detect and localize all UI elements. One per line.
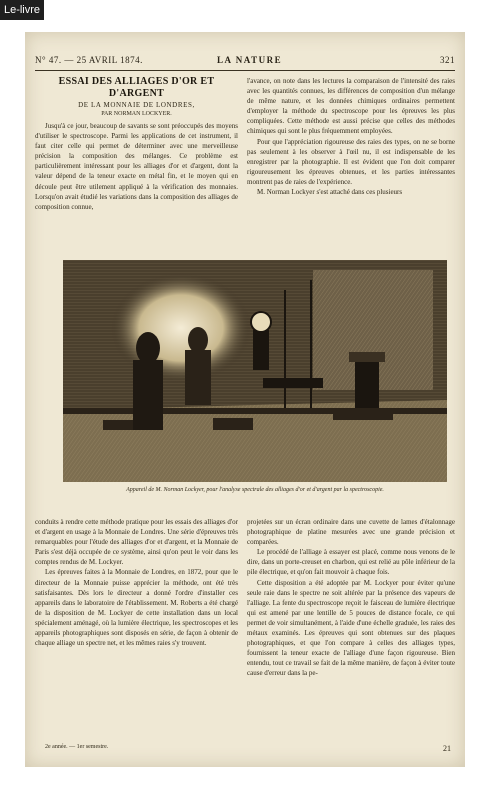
journal-title: LA NATURE: [217, 55, 283, 65]
article-heading: [35, 76, 238, 119]
left-column-bottom: [35, 517, 238, 739]
engraving-figure: [63, 260, 447, 482]
paragraph: Les épreuves faites à la Monnaie de Londres, en 1872, pour que le directeur de la Monnaie puisse apprécier la méthode, ont été très satisfaisantes. Dès lors le directeur a donné l'ordre d'installer ces appareils dans le laboratoire de l'établissement. M. Roberts a été chargé de la disposition de M. Lockyer de cette installation dans un local spécialement aménagé, où la lumière électrique, les spectroscopes et les appareils photographiques sont disposés en série, de façon à obtenir de chaque alliage un spectre net, et les mêmes raies s'y trouvent.: [35, 568, 238, 648]
left-column-top: [35, 76, 238, 254]
right-column-bottom: [247, 517, 455, 739]
article-author: PAR NORMAN LOCKYER.: [101, 111, 172, 117]
right-column-top: [247, 76, 455, 254]
paragraph: M. Norman Lockyer s'est attaché dans ces plusieurs: [257, 188, 403, 197]
laboratory-engraving-image: [63, 260, 447, 482]
signature-mark: 21: [443, 744, 451, 753]
article-subtitle: DE LA MONNAIE DE LONDRES,: [78, 101, 195, 109]
figure-caption: Appareil de M. Norman Lockyer, pour l'analyse spectrale des alliages d'or et d'argent par la spectroscopie.: [126, 487, 384, 493]
page-number: 321: [440, 55, 455, 65]
paragraph: Pour que l'appréciation rigoureuse des raies des types, on ne se borne pas seulement à les observer à l'œil nu, il est indispensable de les enregistrer par la photographie. Il est évident que l'on doit comparer rigoureusement les épreuves obtenues, et les parties intéressantes montrent pas de raies de l'expérience.: [247, 137, 455, 186]
paragraph: l'avance, on note dans les lectures la comparaison de l'intensité des raies avec les quantités connues, les différences de composition d'un mélange de même nature, et les données chimiques ordinaires permettent d'employer la méthode du spectroscope pour les épreuves les plus compliquées. Cette méthode est aussi précise que celles des méthodes chimiques qui sont le plus fréquemment employées.: [247, 77, 455, 136]
paragraph: Le procédé de l'alliage à essayer est placé, comme nous venons de le dire, dans un porte-creuset en charbon, qui est relié au pôle inférieur de la pile électrique, et qu'on fait mouvoir à chaque fois.: [247, 548, 455, 577]
running-header: [35, 55, 455, 69]
issue-number: N° 47. — 25 AVRIL 1874.: [35, 55, 143, 65]
paragraph: projetées sur un écran ordinaire dans une cuvette de lames d'étalonnage photographique de platine mesurées avec une grande précision et comparées.: [247, 518, 455, 547]
paragraph: conduits à rendre cette méthode pratique pour les essais des alliages d'or et d'argent en usage à la Monnaie de Londres. Une série d'épreuves très remarquables pour l'étude des alliages d'or et d'argent, et la Monnaie de Paris s'est déjà occupée de ce système, ainsi qu'on peut le voir dans les comptes rendus de M. Lockyer.: [35, 518, 238, 567]
article-title: ESSAI DES ALLIAGES D'OR ET D'ARGENT: [58, 76, 215, 99]
watermark-badge: Le-livre: [0, 0, 44, 20]
volume-note: 2e année. — 1er semestre.: [45, 744, 109, 750]
paragraph: Jusqu'à ce jour, beaucoup de savants se sont préoccupés des moyens d'utiliser le spectroscope. Parmi les applications de cet instrument, il faut citer celle qui permet de déterminer avec une merveilleuse précision la composition des mélanges. Ce problème est particulièrement intéressant pour les alliages d'or et d'argent, dont la valeur dépend de la teneur exacte en métal fin, et le moyen qui en découle peut être utilement appliqué à la vérification des monnaies. Lorsqu'on avait étudié les variations dans la composition des alliages de composition connue,: [35, 122, 238, 211]
header-rule: [35, 70, 455, 71]
paragraph: Cette disposition a été adoptée par M. Lockyer pour éviter qu'une seule raie dans le spectre ne soit altérée par la présence des vapeurs de l'alliage. La fente du spectroscope reçoit le faisceau de lumière électrique qui est amené par une lentille de 5 pouces de distance focale, ce qui permet de voir simultanément, à l'aide d'une échelle graduée, les raies des métaux examinés. Les épreuves qui sont obtenues sur des plaques photographiques, et que l'on compare à celles des alliages types, fournissent la teneur exacte de l'alliage d'une façon rigoureuse. Bien entendu, tout ce travail se fait de la même manière, de façon à éviter toute cause d'erreur dans la pe-: [247, 578, 455, 678]
